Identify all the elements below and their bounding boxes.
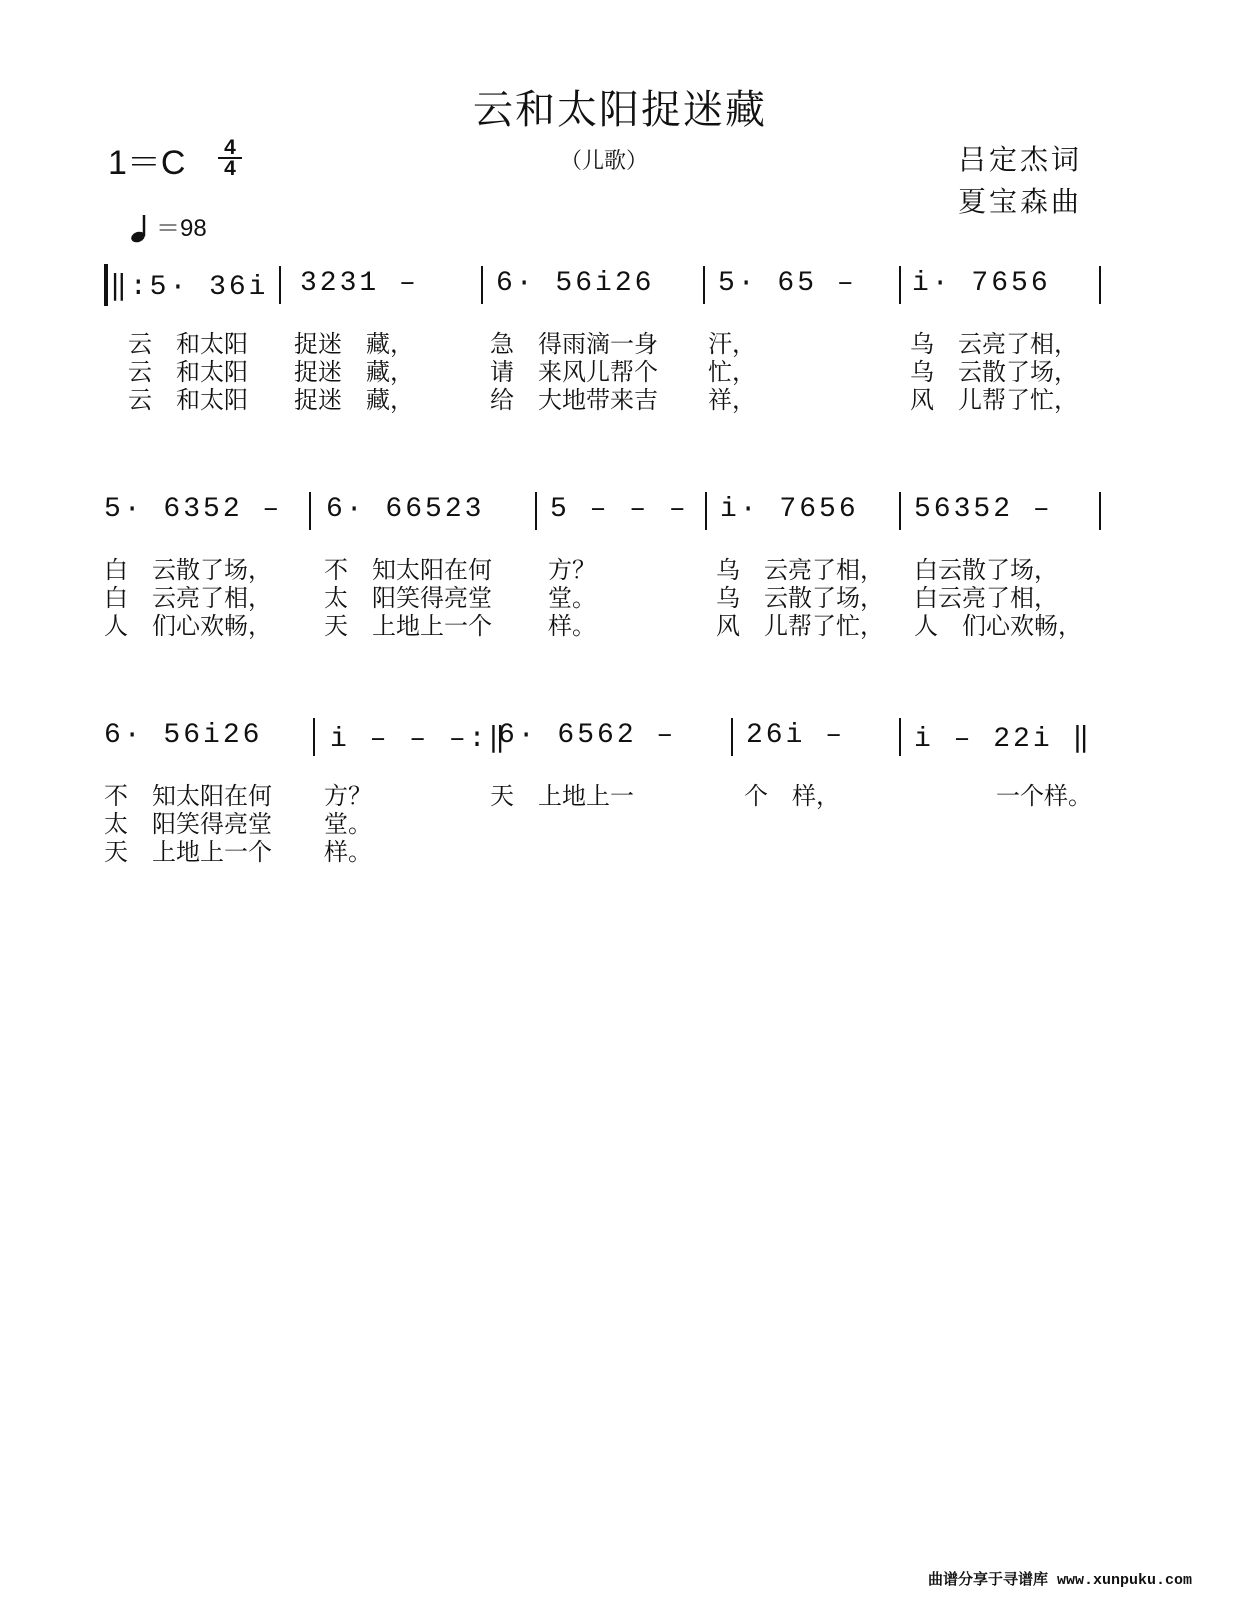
- lyric: 乌 云散了场，: [716, 584, 884, 612]
- measure: 6· 66523: [326, 494, 485, 525]
- measure: i· 7656: [912, 268, 1051, 299]
- lyric: 个 样，: [744, 782, 840, 810]
- measure: i – 22i ‖: [914, 724, 1093, 755]
- measure: 5 – – –: [550, 494, 689, 525]
- song-title: 云和太阳捉迷藏: [473, 87, 767, 133]
- lyric: 人 们心欢畅，: [104, 612, 272, 640]
- lyric: 天 上地上一个: [324, 612, 492, 640]
- lyric: 乌 云亮了相，: [910, 330, 1078, 358]
- lyric: 天 上地上一: [490, 782, 634, 810]
- measure: i· 7656: [720, 494, 859, 525]
- lyric: 天 上地上一个: [104, 838, 272, 866]
- lyric: 方？: [324, 782, 372, 810]
- lyric: 不 知太阳在何: [104, 782, 272, 810]
- lyric: 一个样。: [996, 782, 1092, 810]
- lyric: 白 云亮了相，: [104, 584, 272, 612]
- lyric: 祥，: [708, 386, 756, 414]
- measure: 3231 –: [300, 268, 419, 299]
- lyric: 急 得雨滴一身: [490, 330, 658, 358]
- lyric: 样。: [324, 838, 372, 866]
- genre-label: （儿歌）: [560, 149, 649, 174]
- measure: 26i –: [746, 720, 846, 751]
- measure: ‖:5· 36i: [110, 272, 269, 303]
- lyric: 捉迷 藏，: [294, 386, 414, 414]
- lyric: 乌 云亮了相，: [716, 556, 884, 584]
- lyric: 汗，: [708, 330, 756, 358]
- lyric: 人 们心欢畅，: [914, 612, 1082, 640]
- measure: 6· 6562 –: [498, 720, 677, 751]
- measure: 5· 6352 –: [104, 494, 283, 525]
- measure: 56352 –: [914, 494, 1053, 525]
- lyricist-credit: 吕定杰词: [958, 143, 1083, 176]
- lyric: 捉迷 藏，: [294, 358, 414, 386]
- measure: i – – –:‖: [330, 724, 509, 755]
- lyric: 请 来风儿帮个: [490, 358, 658, 386]
- time-signature-top: 4: [218, 138, 242, 159]
- key-signature: 1＝C: [108, 144, 186, 182]
- lyric: 风 儿帮了忙，: [716, 612, 884, 640]
- lyric: 给 大地带来吉: [490, 386, 658, 414]
- lyric: 白云亮了相，: [914, 584, 1058, 612]
- quarter-note-icon: [130, 213, 150, 243]
- lyric: 云 和太阳: [128, 330, 248, 358]
- lyric: 风 儿帮了忙，: [910, 386, 1078, 414]
- lyric: 云 和太阳: [128, 386, 248, 414]
- time-signature: [218, 138, 242, 178]
- lyric: 忙，: [708, 358, 756, 386]
- lyric: 白云散了场，: [914, 556, 1058, 584]
- lyric: 方？: [548, 556, 596, 584]
- measure: 5· 65 –: [718, 268, 857, 299]
- lyric: 乌 云散了场，: [910, 358, 1078, 386]
- measure: 6· 56i26: [104, 720, 263, 751]
- time-signature-bottom: 4: [224, 157, 236, 180]
- lyric: 云 和太阳: [128, 358, 248, 386]
- tempo-marking: [130, 208, 207, 243]
- lyric: 堂。: [324, 810, 372, 838]
- lyric: 堂。: [548, 584, 596, 612]
- tempo-value: ＝98: [156, 215, 207, 242]
- footer-watermark: 曲谱分享于寻谱库 www.xunpuku.com: [927, 1572, 1192, 1589]
- lyric: 样。: [548, 612, 596, 640]
- lyric: 捉迷 藏，: [294, 330, 414, 358]
- lyric: 白 云散了场，: [104, 556, 272, 584]
- lyric: 太 阳笑得亮堂: [324, 584, 492, 612]
- measure: 6· 56i26: [496, 268, 655, 299]
- lyric: 不 知太阳在何: [324, 556, 492, 584]
- composer-credit: 夏宝森曲: [958, 185, 1083, 218]
- lyric: 太 阳笑得亮堂: [104, 810, 272, 838]
